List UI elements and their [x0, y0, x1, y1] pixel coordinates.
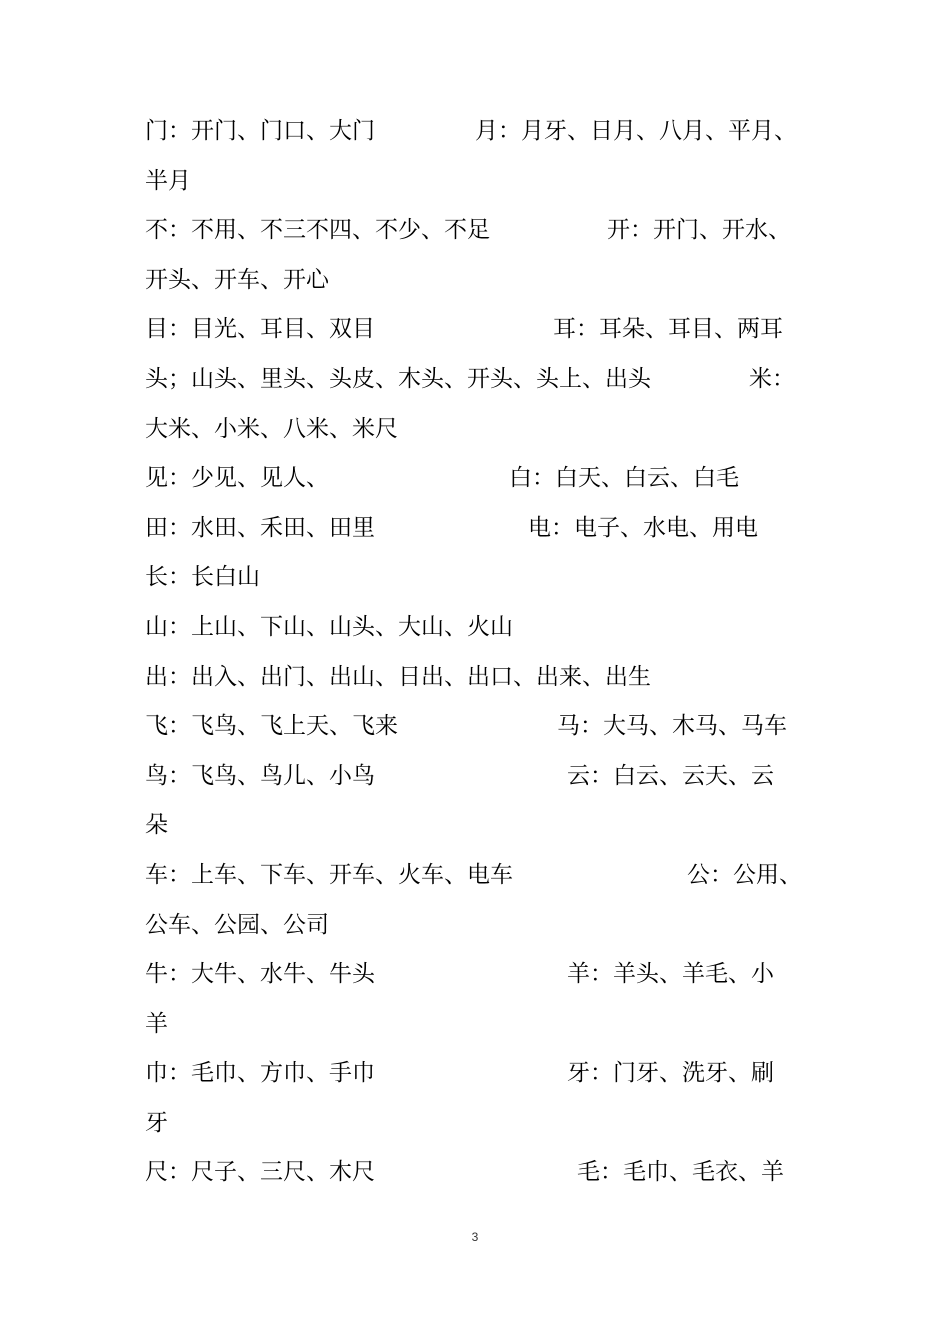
entry-ya-continued: 牙: [145, 1109, 168, 1136]
entry-dian: 电：电子、水电、用电: [528, 514, 758, 541]
text-line-6: [145, 355, 815, 405]
text-line-3: [145, 206, 815, 256]
entry-niao: 鸟：飞鸟、鸟儿、小鸟: [145, 762, 375, 789]
entry-bu: 不：不用、不三不四、不少、不足: [145, 217, 490, 244]
entry-ya: 牙：门牙、洗牙、刷: [567, 1060, 774, 1087]
text-line-12: [145, 653, 815, 703]
text-line-21: [145, 1099, 815, 1149]
entry-tou: 头；山头、里头、头皮、木头、开头、头上、出头: [145, 365, 651, 392]
text-line-8: [145, 454, 815, 504]
text-line-11: [145, 603, 815, 653]
text-line-10: [145, 553, 815, 603]
text-line-19: [145, 1000, 815, 1050]
text-line-7: [145, 405, 815, 455]
entry-mao: 毛：毛巾、毛衣、羊: [577, 1159, 784, 1186]
vocabulary-list: [145, 107, 815, 1198]
entry-mi-continued: 大米、小米、八米、米尺: [145, 415, 398, 442]
entry-chi: 尺：尺子、三尺、木尺: [145, 1159, 375, 1186]
text-line-5: [145, 305, 815, 355]
text-line-13: [145, 702, 815, 752]
text-line-20: [145, 1049, 815, 1099]
entry-jian: 见：少见、见人、: [145, 465, 329, 492]
entry-shan: 山：上山、下山、山头、大山、火山: [145, 613, 513, 640]
text-line-22: [145, 1148, 815, 1198]
text-line-14: [145, 752, 815, 802]
entry-che: 车：上车、下车、开车、火车、电车: [145, 861, 513, 888]
text-line-18: [145, 950, 815, 1000]
entry-gong: 公：公用、: [687, 861, 802, 888]
entry-yun-continued: 朵: [145, 812, 168, 839]
entry-yue-continued: 半月: [145, 167, 191, 194]
entry-chu: 出：出入、出门、出山、日出、出口、出来、出生: [145, 663, 651, 690]
entry-bai: 白：白天、白云、白毛: [509, 465, 739, 492]
entry-jin: 巾：毛巾、方巾、手巾: [145, 1060, 375, 1087]
entry-kai: 开：开门、开水、: [607, 217, 791, 244]
text-line-17: [145, 901, 815, 951]
entry-yang-continued: 羊: [145, 1010, 168, 1037]
entry-yun: 云：白云、云天、云: [567, 762, 774, 789]
text-line-4: [145, 256, 815, 306]
entry-mi: 米：: [749, 365, 795, 392]
entry-fei: 飞：飞鸟、飞上天、飞来: [145, 713, 398, 740]
entry-mu: 目：目光、耳目、双目: [145, 316, 375, 343]
text-line-9: [145, 504, 815, 554]
entry-ma: 马：大马、木马、马车: [557, 713, 787, 740]
entry-gong-continued: 公车、公园、公司: [145, 911, 329, 938]
text-line-1: [145, 107, 815, 157]
entry-yang: 羊：羊头、羊毛、小: [567, 961, 774, 988]
entry-tian: 田：水田、禾田、田里: [145, 514, 375, 541]
entry-niu: 牛：大牛、水牛、牛头: [145, 961, 375, 988]
entry-chang: 长：长白山: [145, 564, 260, 591]
page-number: 3: [471, 1230, 479, 1244]
entry-men: 门：开门、门口、大门: [145, 118, 375, 144]
entry-er: 耳：耳朵、耳目、两耳: [553, 316, 783, 343]
text-line-16: [145, 851, 815, 901]
entry-yue: 月：月牙、日月、八月、平月、: [475, 118, 797, 144]
text-line-2: [145, 157, 815, 207]
entry-kai-continued: 开头、开车、开心: [145, 266, 329, 293]
text-line-15: [145, 801, 815, 851]
